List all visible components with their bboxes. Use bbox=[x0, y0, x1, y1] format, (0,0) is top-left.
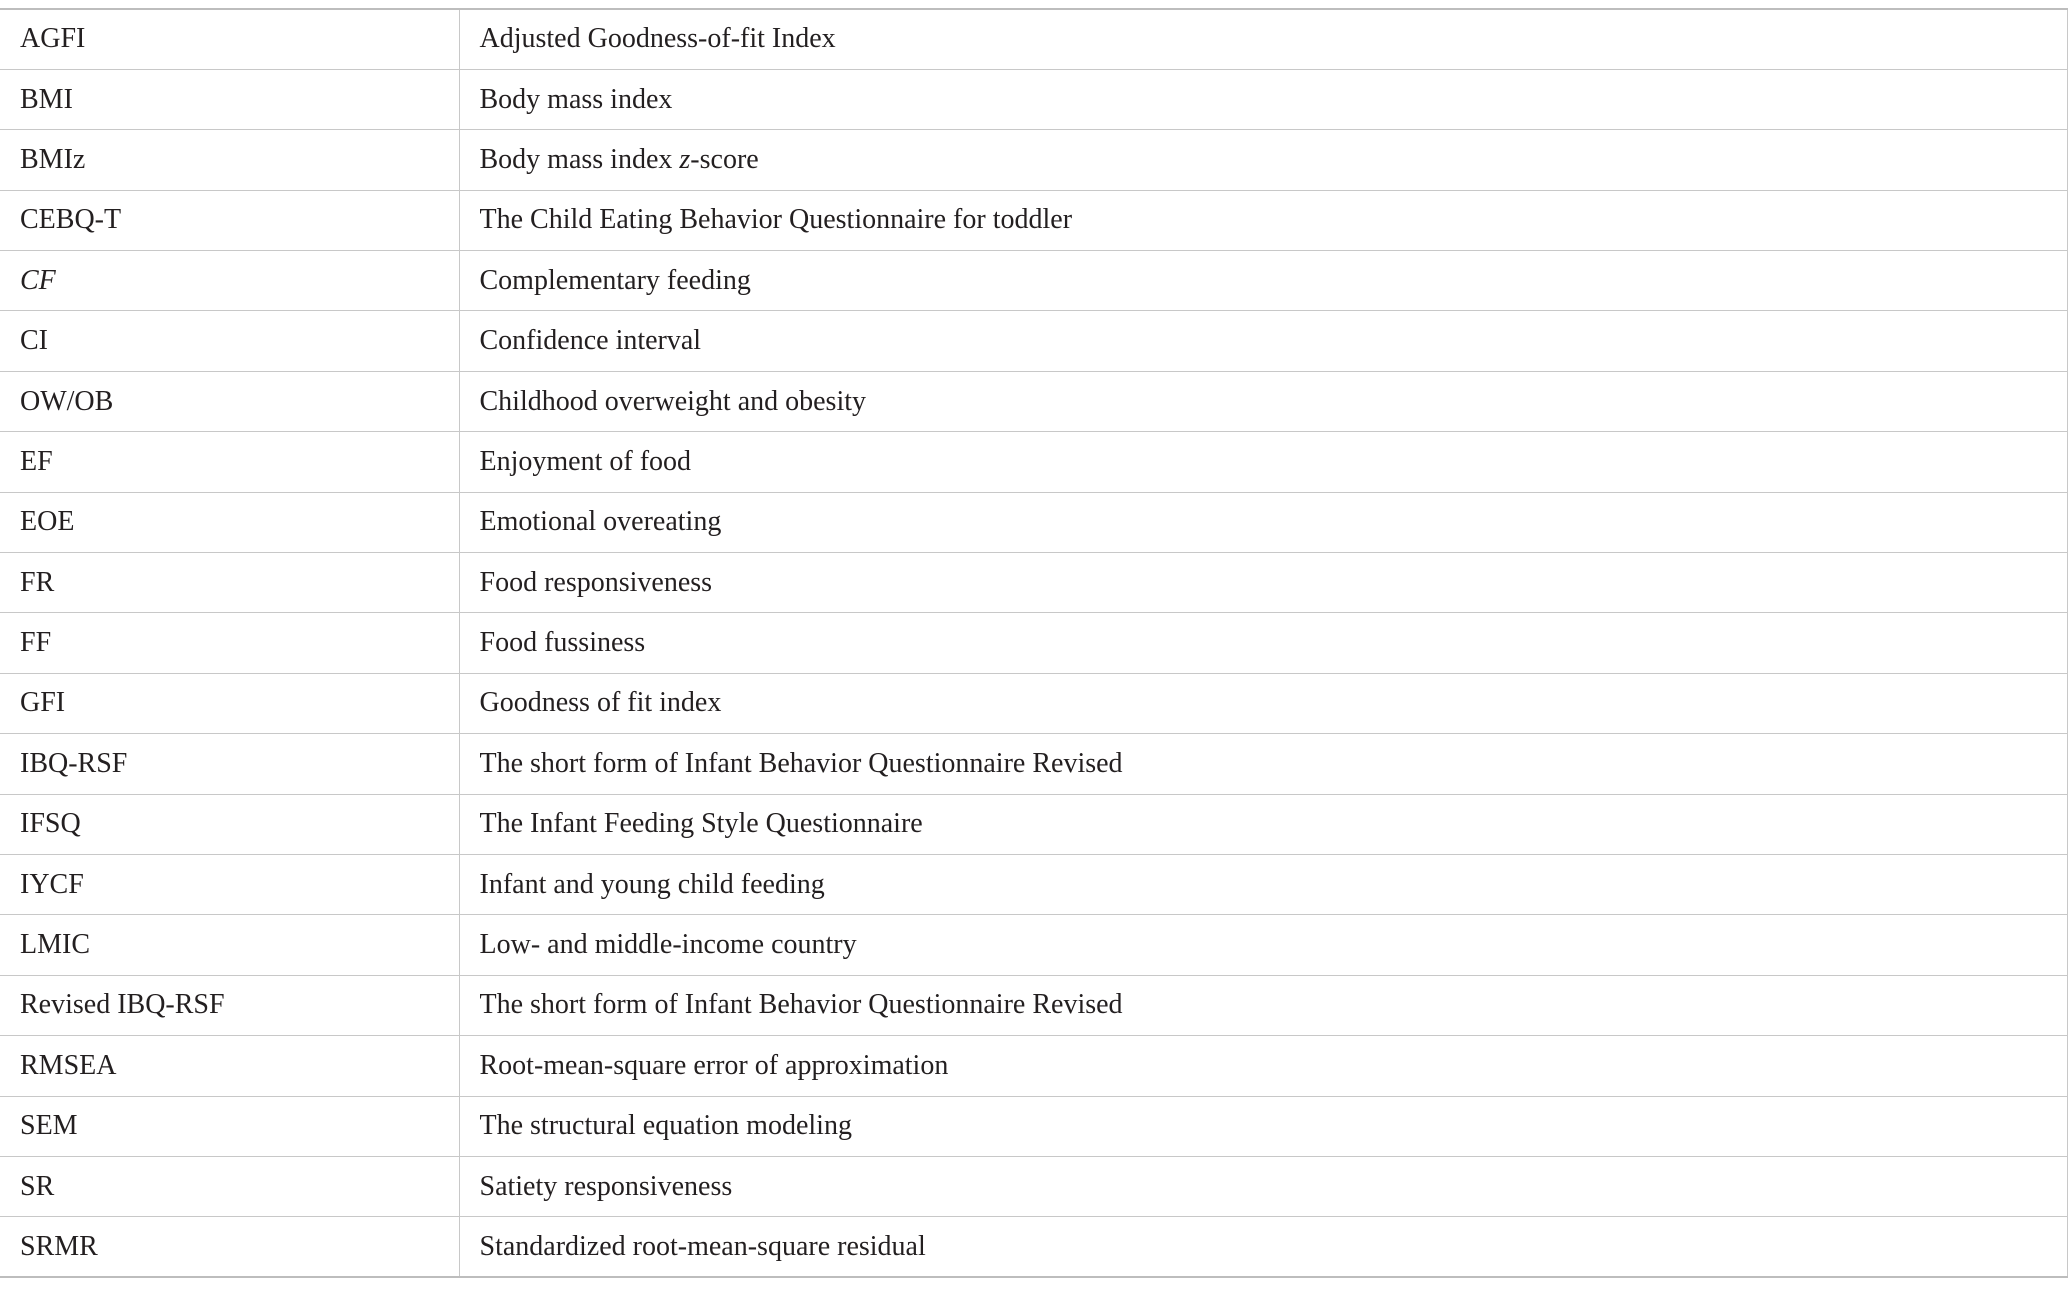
abbreviation-cell: BMIz bbox=[0, 130, 459, 190]
table-row bbox=[0, 432, 2068, 492]
definition-cell: The structural equation modeling bbox=[459, 1096, 2068, 1156]
definition-cell: Satiety responsiveness bbox=[459, 1156, 2068, 1216]
definition-cell: The short form of Infant Behavior Questionnaire Revised bbox=[459, 734, 2068, 794]
definition-cell: Goodness of fit index bbox=[459, 673, 2068, 733]
table-row bbox=[0, 1156, 2068, 1216]
definition-cell: Emotional overeating bbox=[459, 492, 2068, 552]
abbreviation-cell: BMI bbox=[0, 69, 459, 129]
table-row bbox=[0, 371, 2068, 431]
table-row bbox=[0, 915, 2068, 975]
definition-cell: The Child Eating Behavior Questionnaire for toddler bbox=[459, 190, 2068, 250]
abbreviation-cell: CEBQ-T bbox=[0, 190, 459, 250]
abbreviation-cell: FR bbox=[0, 553, 459, 613]
table-row bbox=[0, 673, 2068, 733]
table-row bbox=[0, 734, 2068, 794]
abbreviation-cell: SEM bbox=[0, 1096, 459, 1156]
table-row bbox=[0, 492, 2068, 552]
table-row bbox=[0, 1036, 2068, 1096]
definition-text-part: -score bbox=[690, 143, 759, 175]
definition-cell: Food fussiness bbox=[459, 613, 2068, 673]
definition-cell: Standardized root-mean-square residual bbox=[459, 1217, 2068, 1277]
table-row bbox=[0, 69, 2068, 129]
definition-cell: Confidence interval bbox=[459, 311, 2068, 371]
abbreviation-cell: AGFI bbox=[0, 9, 459, 69]
abbreviation-cell: IFSQ bbox=[0, 794, 459, 854]
abbreviation-cell: LMIC bbox=[0, 915, 459, 975]
definition-cell: Adjusted Goodness-of-fit Index bbox=[459, 9, 2068, 69]
definition-cell: Complementary feeding bbox=[459, 251, 2068, 311]
table-row bbox=[0, 190, 2068, 250]
definition-cell: Low- and middle-income country bbox=[459, 915, 2068, 975]
table-row bbox=[0, 311, 2068, 371]
table-row bbox=[0, 251, 2068, 311]
definition-cell: The Infant Feeding Style Questionnaire bbox=[459, 794, 2068, 854]
abbreviation-cell: GFI bbox=[0, 673, 459, 733]
abbreviation-cell: CI bbox=[0, 311, 459, 371]
definition-cell: Food responsiveness bbox=[459, 553, 2068, 613]
definition-cell: Root-mean-square error of approximation bbox=[459, 1036, 2068, 1096]
table-row bbox=[0, 1217, 2068, 1277]
abbreviation-cell: OW/OB bbox=[0, 371, 459, 431]
table-row bbox=[0, 854, 2068, 914]
definition-cell: The short form of Infant Behavior Questionnaire Revised bbox=[459, 975, 2068, 1035]
table-row bbox=[0, 130, 2068, 190]
abbreviation-cell: SRMR bbox=[0, 1217, 459, 1277]
definition-cell: Enjoyment of food bbox=[459, 432, 2068, 492]
table-row bbox=[0, 9, 2068, 69]
table-row bbox=[0, 553, 2068, 613]
abbreviation-cell: Revised IBQ-RSF bbox=[0, 975, 459, 1035]
abbreviation-cell: CF bbox=[0, 251, 459, 311]
definition-text-part: Body mass index bbox=[479, 143, 680, 175]
table-row bbox=[0, 794, 2068, 854]
table-row bbox=[0, 975, 2068, 1035]
abbreviation-cell: FF bbox=[0, 613, 459, 673]
table-row bbox=[0, 613, 2068, 673]
abbreviation-cell: SR bbox=[0, 1156, 459, 1216]
table-row bbox=[0, 1096, 2068, 1156]
definition-cell bbox=[459, 130, 2068, 190]
definition-cell: Childhood overweight and obesity bbox=[459, 371, 2068, 431]
abbreviation-cell: EOE bbox=[0, 492, 459, 552]
abbreviation-cell: RMSEA bbox=[0, 1036, 459, 1096]
abbreviation-cell: IBQ-RSF bbox=[0, 734, 459, 794]
definition-cell: Infant and young child feeding bbox=[459, 854, 2068, 914]
abbreviations-table bbox=[0, 8, 2068, 1278]
definition-cell: Body mass index bbox=[459, 69, 2068, 129]
abbreviation-cell: IYCF bbox=[0, 854, 459, 914]
abbreviation-cell: EF bbox=[0, 432, 459, 492]
definition-italic-part: z bbox=[679, 143, 691, 175]
